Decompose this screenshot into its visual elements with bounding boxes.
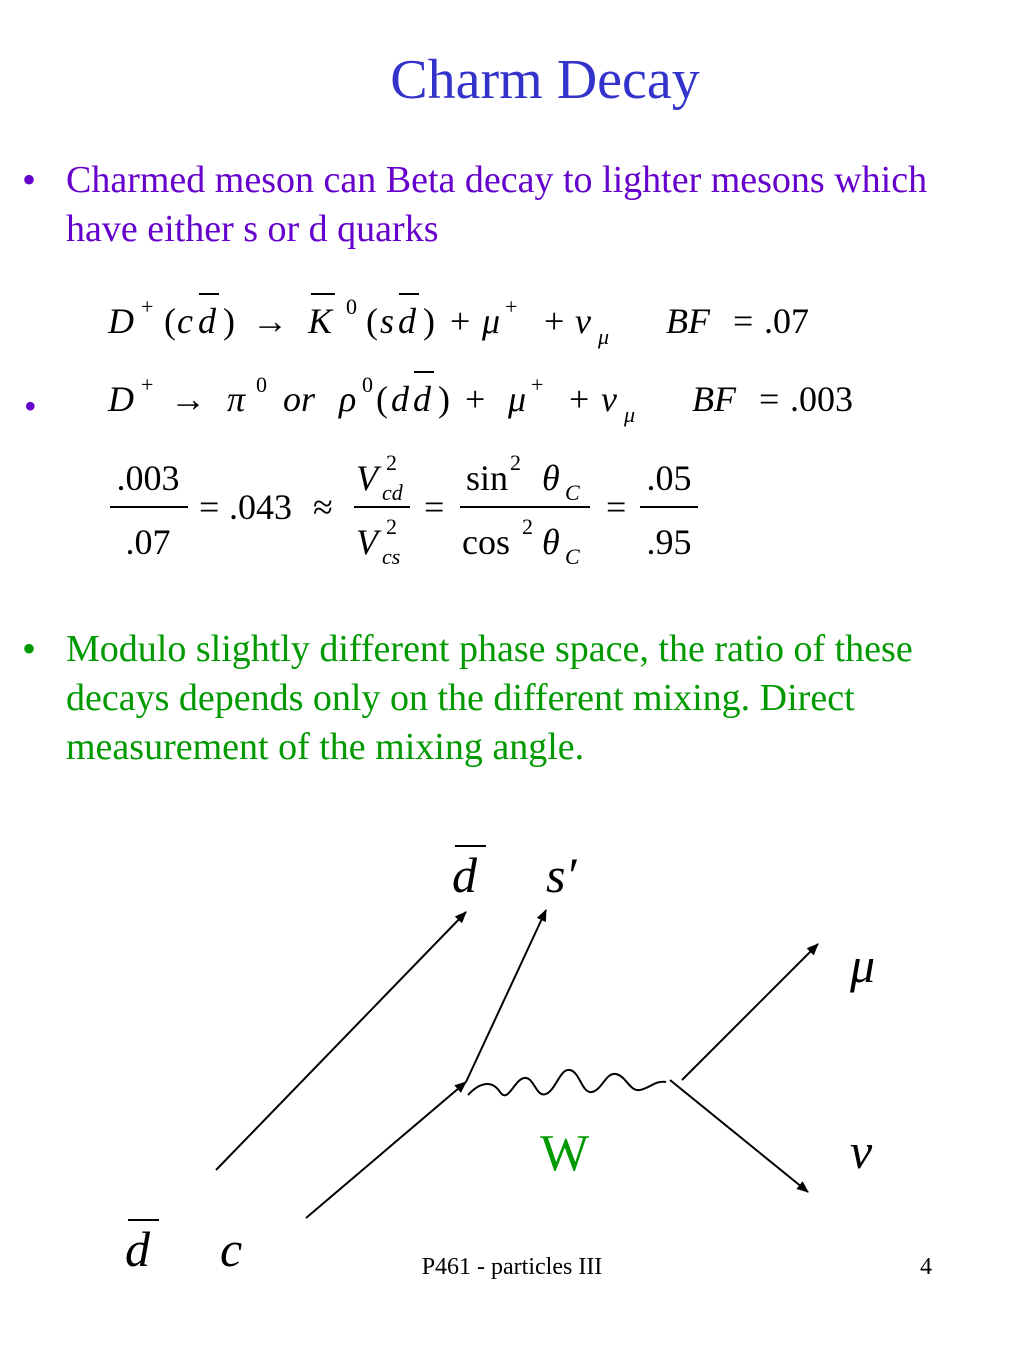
eq2-d: d: [391, 379, 409, 419]
eq3-equals-1: =: [199, 487, 220, 527]
eq3-den-1: .07: [125, 522, 171, 562]
eq2-plus-2: +: [569, 379, 590, 419]
eq2-mu: μ: [508, 379, 527, 419]
bullet-text-1: Charmed meson can Beta decay to lighter mesons which have either s or d quarks: [66, 159, 928, 250]
eq2-dbar: d: [413, 379, 431, 419]
eq2-plus-sup: +: [141, 372, 154, 397]
eq1-lparen: (: [164, 301, 176, 341]
eq3-theta-num-sub: C: [565, 480, 580, 505]
eq3-V-num: V: [356, 458, 378, 498]
eq3-equals-3: =: [606, 487, 627, 527]
label-mu: μ: [850, 937, 876, 993]
eq1-value: .07: [764, 301, 809, 341]
eq1-rparen: ): [223, 301, 235, 341]
eq1-lparen-2: (: [366, 301, 378, 341]
label-nu: ν: [850, 1123, 873, 1179]
label-c: c: [220, 1221, 243, 1277]
eq3-equals-2: =: [424, 487, 445, 527]
eq2-mu-sup: +: [531, 372, 544, 397]
eq3-num-3: .05: [646, 458, 692, 498]
eq3-V-den-sup: 2: [386, 514, 397, 539]
eq2-plus-1: +: [465, 379, 486, 419]
label-s-prime: s′: [546, 847, 577, 903]
eq2-lparen: (: [376, 379, 388, 419]
eq1-equals: =: [733, 301, 754, 341]
feynman-diagram: [216, 910, 818, 1218]
muon-line: [682, 944, 818, 1080]
eq3-mid-value: .043: [229, 487, 292, 527]
equation-3: [110, 450, 698, 569]
eq1-nu: ν: [575, 301, 591, 341]
eq1-zero-sup: 0: [346, 294, 357, 319]
eq1-arrow: →: [252, 301, 288, 341]
eq2-rho: ρ: [339, 379, 357, 419]
eq2-arrow: →: [170, 379, 206, 419]
eq1-D: D: [108, 301, 134, 341]
eq3-den-3: .95: [646, 522, 692, 562]
label-dbar-bottom: d: [125, 1221, 150, 1277]
eq3-num-1: .003: [116, 458, 180, 498]
eq3-sin-sup: 2: [510, 450, 521, 475]
eq2-pi: π: [227, 379, 246, 419]
eq3-cos: cos: [462, 522, 510, 562]
eq1-dbar: d: [198, 301, 216, 341]
eq3-V-den-sub: cs: [382, 544, 401, 569]
eq1-mu-sup: +: [505, 294, 518, 319]
eq2-equals: =: [759, 379, 780, 419]
eq1-dbar-2: d: [398, 301, 416, 341]
eq3-cos-sup: 2: [522, 514, 533, 539]
eq1-plus-1: +: [450, 301, 471, 341]
eq1-s: s: [380, 301, 395, 341]
eq1-K: K: [308, 301, 333, 341]
eq1-plus-sup: +: [141, 294, 154, 319]
eq2-zero-sup: 0: [256, 372, 267, 397]
eq3-theta-num: θ: [542, 458, 560, 498]
equation-2: [107, 372, 853, 427]
dbar-line: [216, 912, 466, 1170]
eq3-approx: ≈: [313, 487, 333, 527]
label-w-boson: W: [540, 1125, 590, 1182]
eq3-sin: sin: [466, 458, 509, 498]
eq3-theta-den: θ: [542, 522, 560, 562]
bullet-marker: •: [24, 386, 37, 426]
footer-text: P461 - particles III: [421, 1254, 603, 1280]
label-dbar-top: d: [452, 847, 477, 903]
s-quark-line: [466, 910, 546, 1082]
eq2-or: or: [283, 379, 316, 419]
bullet-marker: •: [22, 157, 37, 202]
bullet-text-2: Modulo slightly different phase space, the ratio of these decays depends only on the different mixing. Direct measurement of the mixing angle.: [66, 628, 913, 768]
eq3-V-num-sub: cd: [382, 480, 403, 505]
eq2-rparen: ): [438, 379, 450, 419]
page-title: Charm Decay: [390, 49, 700, 111]
eq1-plus-2: +: [544, 301, 565, 341]
bullet-marker: •: [22, 626, 37, 671]
eq3-V-num-sup: 2: [386, 450, 397, 475]
eq2-zero-sup-2: 0: [362, 372, 373, 397]
neutrino-line: [670, 1080, 808, 1192]
eq1-BF: BF: [666, 301, 710, 341]
equation-1: [107, 294, 809, 349]
eq3-V-den: V: [356, 522, 378, 562]
eq1-c: c: [177, 301, 193, 341]
eq3-theta-den-sub: C: [565, 544, 580, 569]
eq2-nu: ν: [601, 379, 617, 419]
diagram-labels: [125, 846, 875, 1277]
eq2-D: D: [108, 379, 134, 419]
eq1-mu: μ: [482, 301, 501, 341]
eq1-rparen-2: ): [423, 301, 435, 341]
w-boson-wavy-line: [468, 1070, 666, 1095]
eq2-nu-sub: μ: [624, 402, 636, 427]
eq2-value: .003: [790, 379, 853, 419]
page-number: 4: [920, 1254, 932, 1280]
c-quark-line: [306, 1082, 466, 1218]
eq1-nu-sub: μ: [598, 324, 610, 349]
eq2-BF: BF: [692, 379, 736, 419]
